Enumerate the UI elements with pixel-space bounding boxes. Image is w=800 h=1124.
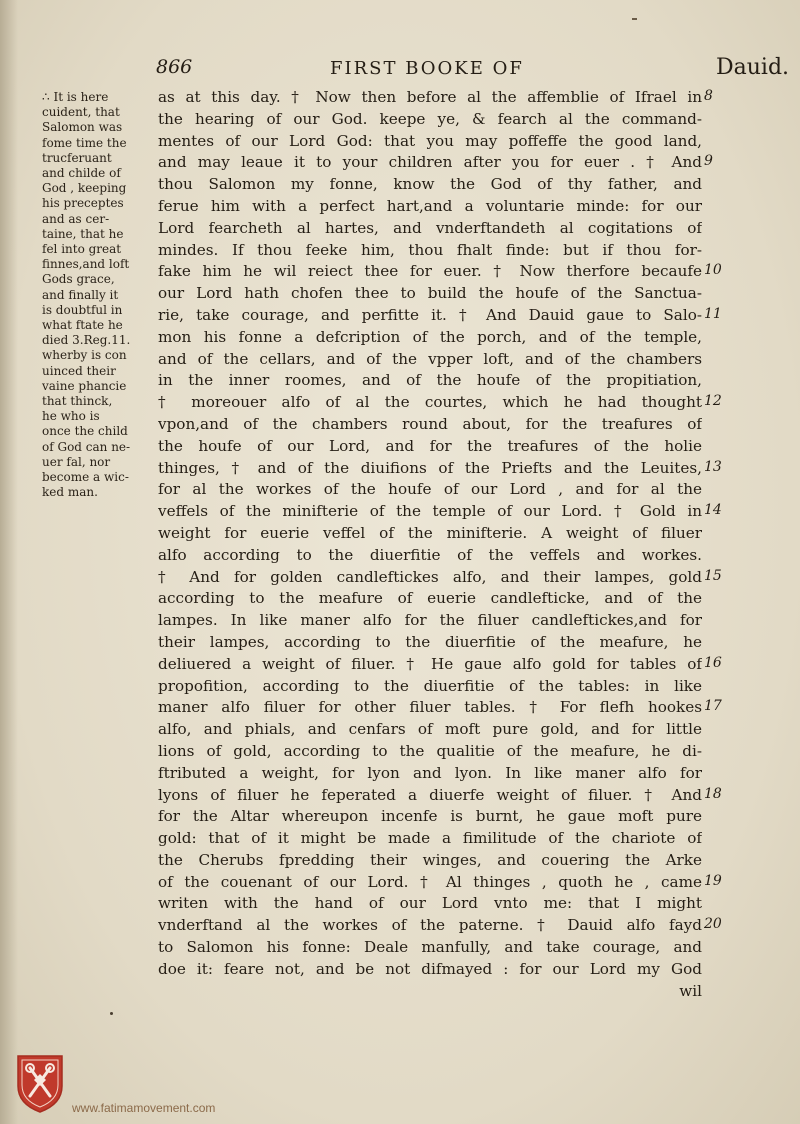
running-title: FIRST BOOKE OF: [330, 58, 524, 79]
text-line: and may leaue it to your children after you for euer . † And: [158, 153, 702, 172]
footer-url: www.fatimamovement.com: [72, 1101, 216, 1115]
text-line: mindes. If thou feeke him, thou fhalt finde: but if thou for-: [158, 240, 702, 259]
verse-number: 16: [704, 654, 722, 671]
text-line: mon his fonne a defcription of the porch, and of the temple,: [158, 327, 702, 346]
text-line: propofition, according to the diuerfitie of the tables: in like: [158, 676, 702, 695]
text-line: thou Salomon my fonne, know the God of thy father, and: [158, 175, 702, 194]
text-line: maner alfo filuer for other filuer tables. † For flefh hookes: [158, 698, 702, 717]
text-line: the hearing of our God. keepe ye, & fearch al the command-: [158, 109, 702, 128]
running-name: Dauid.: [716, 55, 790, 80]
text-line: ferue him with a perfect hart,and a voluntarie minde: for our: [158, 196, 702, 215]
gutter-shadow: [0, 0, 18, 1124]
stray-mark: [632, 18, 637, 20]
text-line: deliuered a weight of filuer. † He gaue alfo gold for tables of: [158, 654, 702, 673]
verse-number: 17: [704, 698, 722, 715]
text-line: alfo, and phials, and cenfars of moft pure gold, and for little: [158, 720, 702, 739]
verse-number: 10: [704, 262, 722, 279]
text-line: thinges, † and of the diuifions of the Priefts and the Leuites,: [158, 458, 702, 477]
text-line: of the couenant of our Lord. † Al thinges , quoth he , came: [158, 872, 702, 891]
text-line: ftributed a weight, for lyon and lyon. In like maner alfo for: [158, 763, 702, 782]
text-line: writen with the hand of our Lord vnto me: that I might: [158, 894, 702, 913]
text-line: vpon,and of the chambers round about, for the treafures of: [158, 414, 702, 433]
papal-coat-of-arms-icon: [14, 1052, 66, 1114]
text-line: Lord fearcheth al hartes, and vnderftandeth al cogitations of: [158, 218, 702, 237]
text-line: to Salomon his fonne: Deale manfully, and take courage, and: [158, 938, 702, 957]
text-line: the Cherubs fpredding their winges, and couering the Arke: [158, 850, 702, 869]
text-line: veffels of the minifterie of the temple of our Lord. † Gold in: [158, 502, 702, 521]
text-line: rie, take courage, and perfitte it. † And Dauid gaue to Salo-: [158, 305, 702, 324]
text-line: for the Altar whereupon incenfe is burnt, he gaue moft pure: [158, 807, 702, 826]
text-line: lyons of filuer he feperated a diuerfe weight of filuer. † And: [158, 785, 702, 804]
text-line: † moreouer alfo of al the courtes, which he had thought: [158, 393, 702, 412]
text-line: wil: [679, 981, 702, 1000]
verse-number: 9: [704, 153, 713, 170]
page-header: [0, 56, 800, 86]
text-line: for al the workes of the houfe of our Lord , and for al the: [158, 480, 702, 499]
page-number: 866: [156, 56, 193, 78]
text-line: alfo according to the diuerfitie of the veffels and workes.: [158, 545, 702, 564]
verse-number: 15: [704, 567, 722, 584]
verse-number: 14: [704, 502, 722, 519]
verse-number: 19: [704, 872, 722, 889]
text-line: our Lord hath chofen thee to build the houfe of the Sanctua-: [158, 284, 702, 303]
text-line: according to the meafure of euerie candlefticke, and of the: [158, 589, 702, 608]
verse-number: 12: [704, 393, 722, 410]
text-line: and of the cellars, and of the vpper loft, and of the chambers: [158, 349, 702, 368]
text-line: their lampes, according to the diuerfitie of the meafure, he: [158, 632, 702, 651]
stray-dot: [110, 1012, 113, 1015]
verse-number: 11: [704, 306, 722, 322]
scripture-text: [158, 87, 702, 1002]
verse-number: 18: [704, 785, 722, 802]
text-line: † And for golden candleftickes alfo, and their lampes, gold: [158, 567, 702, 586]
verse-number: 13: [704, 458, 722, 475]
text-line: the houfe of our Lord, and for the treafures of the holie: [158, 436, 702, 455]
margin-annotation: ∴ It is here cuident, that Salomon was fome time the trucferuant and childe of God , keeping his preceptes and as cer- taine, that he fel into great finnes,and loft Gods grace, and finally it is doubtful in what ftate he died 3.Reg.11. wherby is con uinced their vaine phancie that thinck, he who is once the child of God can ne- uer fal, nor become a wic- ked man.: [42, 90, 131, 500]
text-line: lampes. In like maner alfo for the filuer candleftickes,and for: [158, 611, 702, 630]
text-line: gold: that of it might be made a fimilitude of the chariote of: [158, 829, 702, 848]
text-line: as at this day. † Now then before al the affemblie of Ifrael in: [158, 88, 702, 106]
text-line: mentes of our Lord God: that you may poffeffe the good land,: [158, 131, 702, 150]
text-line: lions of gold, according to the qualitie of the meafure, he di-: [158, 741, 702, 760]
text-line: fake him he wil reiect thee for euer. † Now therfore becaufe: [158, 262, 702, 281]
text-line: doe it: feare not, and be not difmayed : for our Lord my God: [158, 959, 702, 978]
text-line: vnderftand al the workes of the paterne. † Dauid alfo fayd: [158, 916, 702, 935]
verse-number: 8: [704, 88, 713, 104]
text-line: weight for euerie veffel of the minifterie. A weight of filuer: [158, 523, 702, 542]
text-line: in the inner roomes, and of the houfe of the propitiation,: [158, 371, 702, 390]
verse-number: 20: [704, 916, 722, 933]
